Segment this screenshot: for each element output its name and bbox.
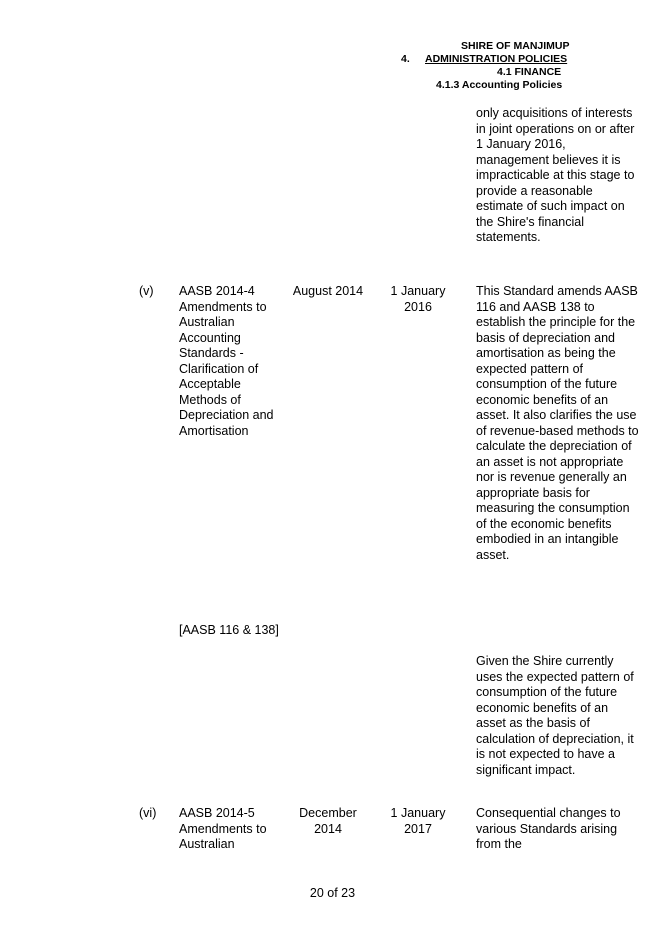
page-number: 20 of 23 xyxy=(309,886,356,900)
standard-title: AASB 2014-5 Amendments to Australian xyxy=(179,806,267,851)
impact-description: This Standard amends AASB 116 and AASB 138 to establish the principle for the basis of depreciation and amortisation as being the expected pattern of consumption of the future economic benefits of an asset. It also clarifies the use of revenue-based methods to calculate the depreciation of an asset is not appropriate nor is revenue generally an appropriate basis for measuring the consumption of the economic benefits embodied in an intangible asset. xyxy=(476,284,639,562)
impact-note: Given the Shire currently uses the expected pattern of consumption of the future economic benefits of an asset as the basis of calculation of depreciation, it is not expected to have a significant impact. xyxy=(476,654,634,777)
standard-title: AASB 2014-4 Amendments to Australian Accounting Standards - Clarification of Acceptable Methods of Depreciation and Amortisation xyxy=(179,284,274,438)
effective-date: 1 January 2017 xyxy=(390,806,446,836)
standard-reference: [AASB 116 & 138] xyxy=(179,623,279,637)
issued-date: August 2014 xyxy=(292,284,364,298)
organisation-name: SHIRE OF MANJIMUP xyxy=(461,40,570,52)
row-number: (v) xyxy=(139,284,154,298)
issued-date: December 2014 xyxy=(299,806,357,836)
subsection-title: 4.1 FINANCE xyxy=(497,66,562,78)
subsubsection-title: 4.1.3 Accounting Policies xyxy=(436,79,563,91)
effective-date: 1 January 2016 xyxy=(390,284,446,314)
row-number: (vi) xyxy=(139,806,157,820)
continued-impact-text: only acquisitions of interests in joint operations on or after 1 January 2016, management believes it is impracticable at this stage to provide a reasonable estimate of such impact on the Shire's financial statements. xyxy=(476,106,635,244)
section-number: 4. xyxy=(401,53,410,65)
section-title: ADMINISTRATION POLICIES xyxy=(425,53,568,65)
impact-description: Consequential changes to various Standards arising from the xyxy=(476,806,621,851)
